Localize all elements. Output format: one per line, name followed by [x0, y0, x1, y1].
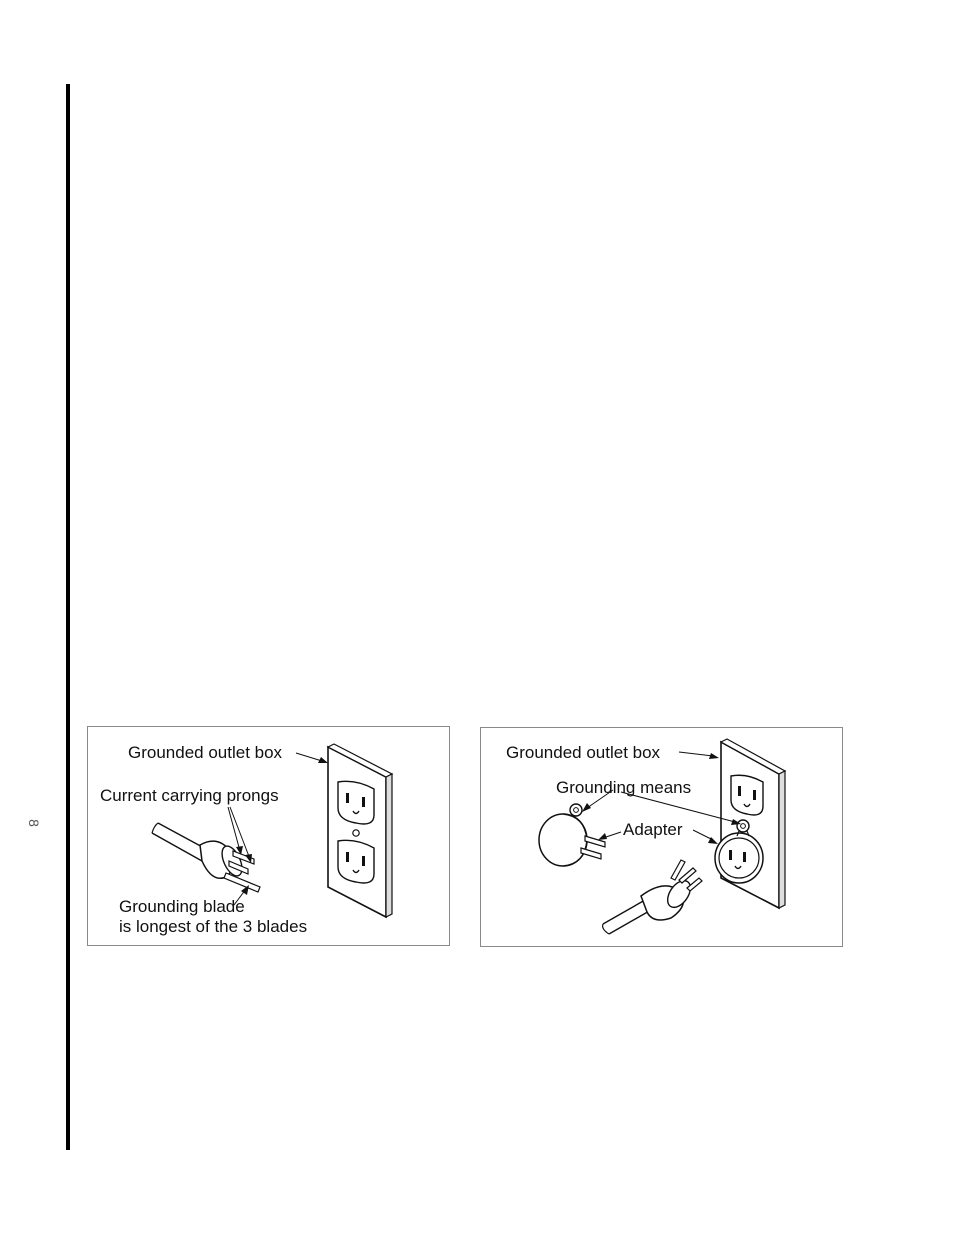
page-number: 8	[26, 819, 42, 827]
figure-adapter	[480, 727, 843, 947]
margin-rule	[66, 84, 70, 1150]
callout-grounding-blade-line2: is longest of the 3 blades	[119, 917, 308, 936]
callout-grounding-blade-line1: Grounding blade	[119, 897, 245, 916]
figure-grounded-plug	[87, 726, 450, 946]
callout-current-carrying-prongs: Current carrying prongs	[100, 786, 279, 805]
callout-grounding-means: Grounding means	[556, 778, 692, 797]
callout-grounded-outlet-box: Grounded outlet box	[506, 743, 661, 762]
callout-adapter: Adapter	[623, 820, 683, 839]
callout-grounded-outlet-box: Grounded outlet box	[128, 743, 283, 762]
